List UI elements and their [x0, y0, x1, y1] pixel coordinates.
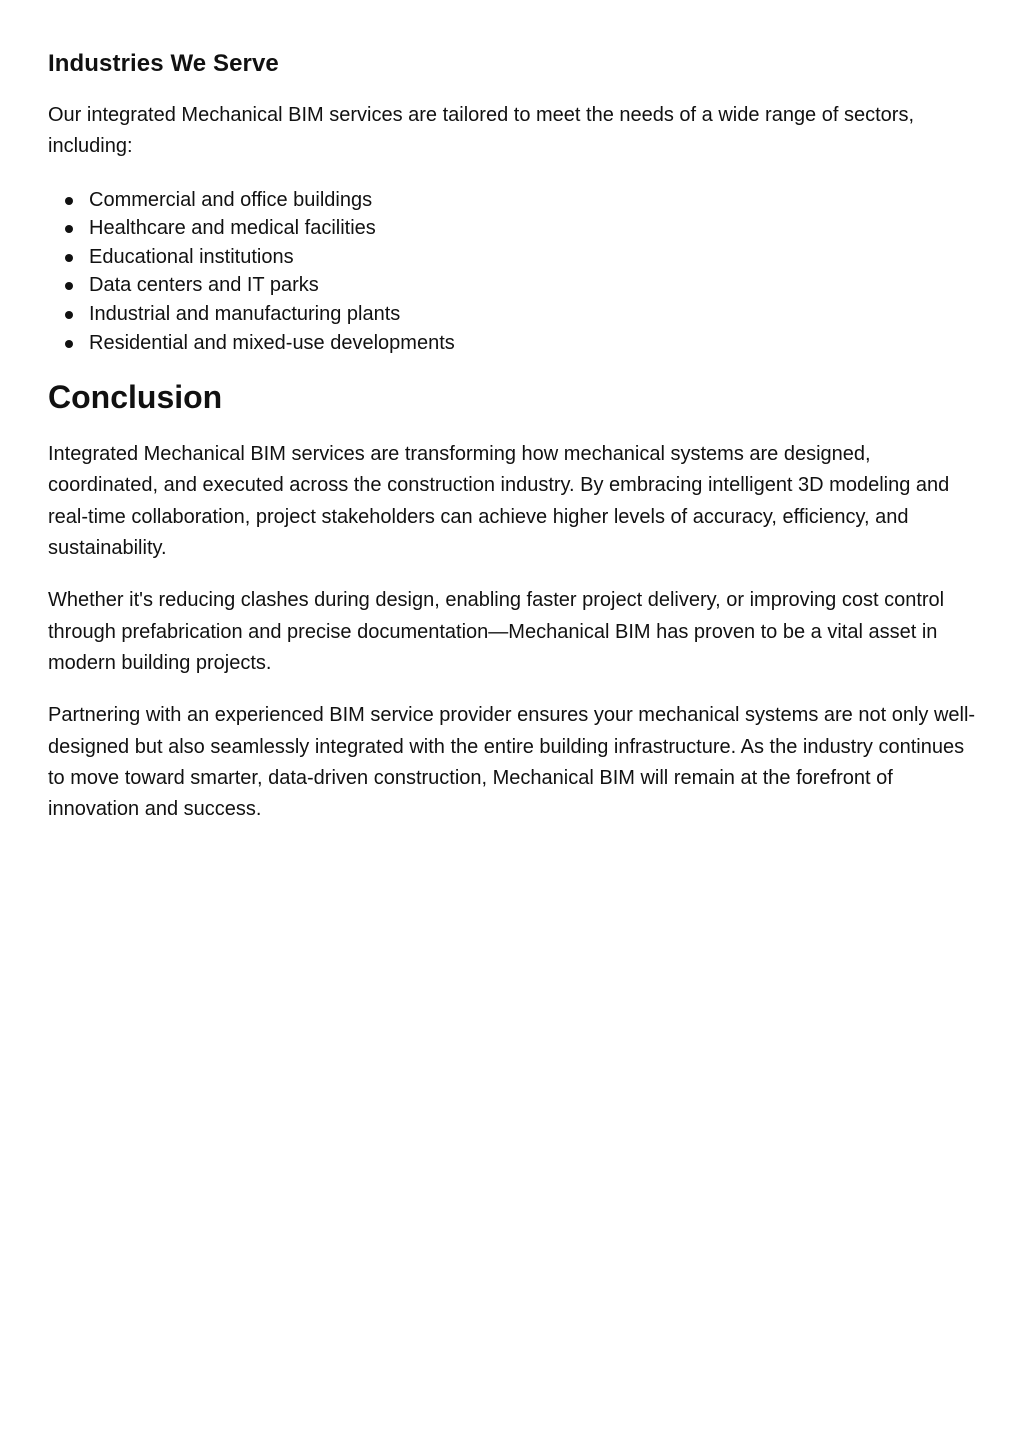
bullet-icon — [65, 282, 73, 290]
list-item — [48, 329, 976, 358]
bullet-icon — [65, 225, 73, 233]
list-item-text: Educational institutions — [89, 245, 294, 268]
industries-intro: Our integrated Mechanical BIM services are tailored to meet the needs of a wide range of sectors, including: — [48, 104, 914, 158]
bullet-icon — [65, 254, 73, 262]
list-item — [48, 300, 976, 329]
list-item — [48, 186, 976, 215]
conclusion-paragraph: Integrated Mechanical BIM services are transforming how mechanical systems are designed, coordinated, and executed across the construction industry. By embracing intelligent 3D modeling and real-time collaboration, project stakeholders can achieve higher levels of accuracy, efficiency, and sustainability. — [48, 443, 950, 560]
bullet-icon — [65, 340, 73, 348]
bullet-icon — [65, 197, 73, 205]
industries-list — [48, 186, 976, 358]
list-item — [48, 271, 976, 300]
list-item — [48, 214, 976, 243]
list-item-text: Data centers and IT parks — [89, 274, 319, 297]
list-item-text: Commercial and office buildings — [89, 188, 373, 211]
industries-heading: Industries We Serve — [48, 50, 279, 77]
conclusion-paragraph: Whether it's reducing clashes during design, enabling faster project delivery, or improving cost control through prefabrication and precise documentation—Mechanical BIM has proven to be a vital asset in modern building projects. — [48, 589, 945, 674]
list-item-text: Residential and mixed-use developments — [89, 331, 455, 354]
bullet-icon — [65, 311, 73, 319]
list-item-text: Healthcare and medical facilities — [89, 217, 376, 240]
list-item — [48, 243, 976, 272]
conclusion-paragraph: Partnering with an experienced BIM service provider ensures your mechanical systems are not only well-designed but also seamlessly integrated with the entire building infrastructure. As the industry continues to move toward smarter, data-driven construction, Mechanical BIM will remain at the forefront of innovation and success. — [48, 704, 976, 821]
conclusion-heading: Conclusion — [48, 379, 223, 416]
list-item-text: Industrial and manufacturing plants — [89, 302, 401, 325]
